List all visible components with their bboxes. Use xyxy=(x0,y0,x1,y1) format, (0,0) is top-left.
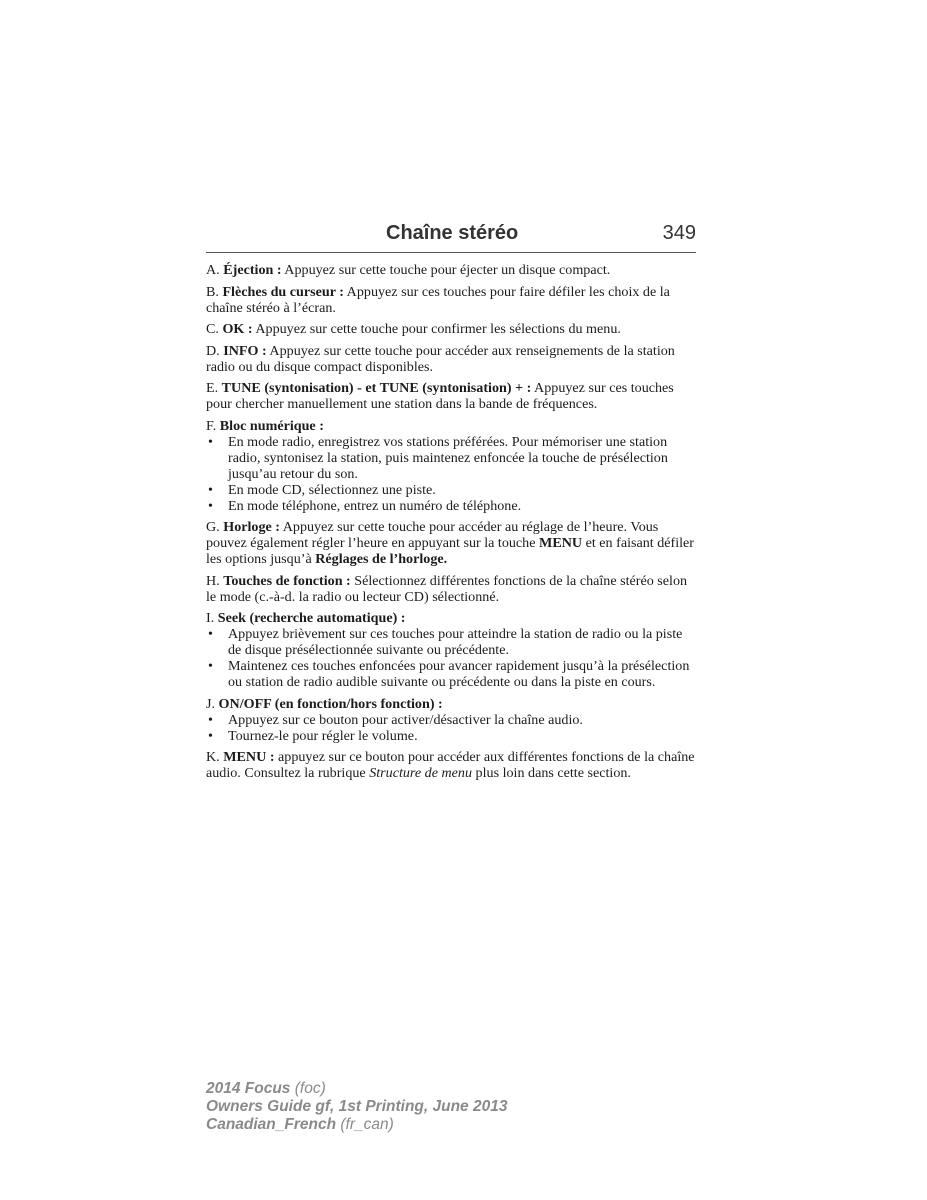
term: ON/OFF (en fonction/hors fonction) : xyxy=(218,695,443,712)
term: TUNE (syntonisation) - et TUNE (syntonisation) + : xyxy=(221,380,532,396)
item-j-heading: J. ON/OFF (en fonction/hors fonction) : xyxy=(206,695,443,712)
section-title: Chaîne stéréo xyxy=(386,222,519,244)
term: Réglages de l’horloge. xyxy=(315,551,448,567)
item-g: G. Horloge : Appuyez sur cette touche pour accéder au réglage de l’heure. Vous pouvez également régler l’heure en appuyant sur la touche MENU et en faisant défiler les options jusqu’à Réglages de l’horloge. xyxy=(206,519,694,567)
footer-line-3: Canadian_French (fr_can) xyxy=(206,1116,394,1133)
bullet-icon: • xyxy=(208,658,213,674)
list-item: • Appuyez brièvement sur ces touches pour atteindre la station de radio ou la piste de disque présélectionnée suivante ou précédente. xyxy=(208,626,683,658)
term: Éjection : xyxy=(223,262,282,278)
item-k: K. MENU : appuyez sur ce bouton pour accéder aux différentes fonctions de la chaîne audio. Consultez la rubrique Structure de menu plus loin dans cette section. xyxy=(206,749,695,781)
bullet-icon: • xyxy=(208,433,213,450)
list-item: • En mode téléphone, entrez un numéro de téléphone. xyxy=(208,497,522,514)
list-item: • Appuyez sur ce bouton pour activer/désactiver la chaîne audio. xyxy=(208,711,583,728)
term: Flèches du curseur : xyxy=(222,283,344,300)
page-header xyxy=(206,222,696,253)
list-item: • Maintenez ces touches enfoncées pour avancer rapidement jusqu’à la présélection ou station de radio audible suivante ou précédente ou dans la piste en cours. xyxy=(208,658,690,690)
item-b: B. Flèches du curseur : Appuyez sur ces touches pour faire défiler les choix de la chaîne stéréo à l’écran. xyxy=(206,283,670,316)
footer-line-1: 2014 Focus (foc) xyxy=(206,1080,326,1097)
bullet-icon: • xyxy=(208,626,213,642)
term: OK : xyxy=(222,321,253,337)
term: Touches de fonction : xyxy=(223,572,351,589)
footer-line-2: Owners Guide gf, 1st Printing, June 2013 xyxy=(206,1098,508,1115)
item-a: A. Éjection : Appuyez sur cette touche pour éjecter un disque compact. xyxy=(206,262,611,278)
page-content xyxy=(206,262,696,787)
bullet-icon: • xyxy=(208,711,213,728)
bullet-icon: • xyxy=(208,481,213,498)
item-j xyxy=(206,696,696,744)
item-e: E. TUNE (syntonisation) - et TUNE (syntonisation) + : Appuyez sur ces touches pour chercher manuellement une station dans la bande de fréquences. xyxy=(206,380,674,412)
bullet-icon: • xyxy=(208,497,213,514)
list-item: • En mode radio, enregistrez vos stations préférées. Pour mémoriser une station radio, syntonisez la station, puis maintenez enfoncée la touche de présélection jusqu’au retour du son. xyxy=(208,433,668,482)
page-footer xyxy=(206,1080,507,1134)
cross-reference: Structure de menu xyxy=(369,765,473,781)
term: Seek (recherche automatique) : xyxy=(217,610,406,626)
list-item: • Tournez-le pour régler le volume. xyxy=(208,727,418,744)
item-f-heading: F. Bloc numérique : xyxy=(206,417,324,434)
term: MENU xyxy=(539,535,583,551)
term: MENU : xyxy=(223,749,275,765)
page-number: 349 xyxy=(662,222,696,244)
term: Horloge : xyxy=(223,519,280,535)
item-i xyxy=(206,610,696,690)
item-d: D. INFO : Appuyez sur cette touche pour accéder aux renseignements de la station radio ou du disque compact disponibles. xyxy=(206,342,675,375)
bullet-icon: • xyxy=(208,727,213,744)
list-item: • En mode CD, sélectionnez une piste. xyxy=(208,481,436,498)
term: Bloc numérique : xyxy=(219,417,324,434)
item-h: H. Touches de fonction : Sélectionnez différentes fonctions de la chaîne stéréo selon le mode (c.-à-d. la radio ou lecteur CD) sélectionné. xyxy=(206,572,688,605)
term: INFO : xyxy=(223,342,267,359)
item-c: C. OK : Appuyez sur cette touche pour confirmer les sélections du menu. xyxy=(206,321,621,337)
item-i-heading: I. Seek (recherche automatique) : xyxy=(206,610,406,626)
item-f xyxy=(206,418,696,514)
